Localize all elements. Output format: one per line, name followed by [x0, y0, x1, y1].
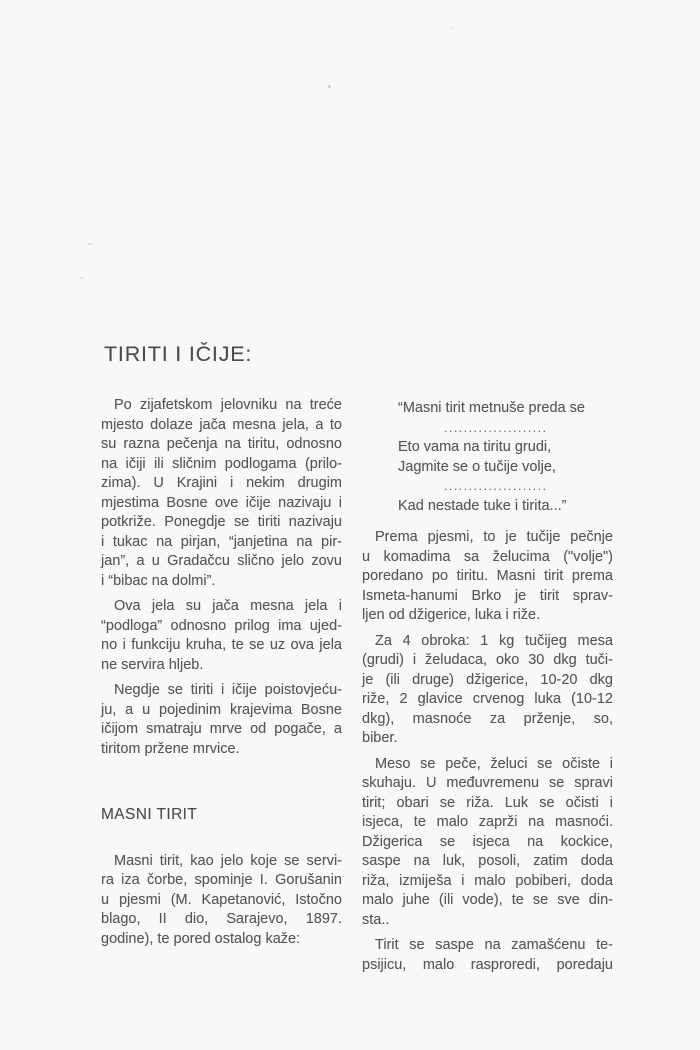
- paragraph-line: no i funkciju kruha, te se uz ova jela: [101, 637, 342, 653]
- paragraph-line: Džigerica se isjeca na kockice,: [362, 833, 613, 850]
- paragraph: [362, 936, 613, 975]
- paragraph-line: biber.: [362, 730, 398, 746]
- paragraph-line: i “bibac na dolmi”.: [101, 572, 216, 589]
- paragraph-line: godine), te pored ostalog kaže:: [101, 930, 301, 947]
- paragraph-line: ne servira hljeb.: [101, 656, 204, 673]
- paragraph-line: ra iza čorbe, spominje I. Gorušanin: [101, 872, 342, 888]
- verse-line: “Masni tirit metnuše preda se: [398, 400, 585, 416]
- paragraph-line: Prema pjesmi, to je tučije pečnje: [375, 529, 613, 545]
- paragraph-line: mjestima Bosne ove ičije nazivaju i: [101, 494, 342, 511]
- paragraph-line: jan”, a u Gradačcu slično jelo zovu: [101, 553, 342, 569]
- verse-line: Kad nestade tuke i tirita...”: [398, 497, 567, 514]
- right-column: [362, 399, 613, 975]
- paragraph-line: Meso se peče, želuci se očiste i: [375, 755, 613, 772]
- paragraph-line: je (ili druge) džigerice, 10-20 dkg: [362, 671, 613, 688]
- paragraph: [362, 755, 613, 931]
- paragraph-line: skuhaju. U međuvremenu se spravi: [362, 775, 613, 791]
- scan-speck: [80, 277, 83, 279]
- paragraph-line: Masni tirit, kao jelo koje se servi-: [114, 852, 342, 869]
- verse-line: Eto vama na tiritu grudi,: [398, 439, 552, 455]
- paragraph-line: zima). U Krajini i nekim drugim: [101, 475, 342, 491]
- paragraph-line: Negdje se tiriti i ičije poistovjeću-: [114, 682, 342, 698]
- paragraph-line: Za 4 obroka: 1 kg tučijeg mesa: [375, 632, 613, 649]
- paragraph: [101, 597, 342, 675]
- verse-block: [362, 399, 613, 516]
- paragraph-line: dkg), masnoće za prženje, so,: [362, 710, 613, 727]
- verse-line: Jagmite se o tučije volje,: [398, 458, 556, 475]
- paragraph-line: malo juhe (ili vode), te se sve din-: [362, 892, 613, 908]
- paragraph-line: isjeca, te malo zaprži na masnoći.: [362, 814, 613, 830]
- scan-speck: [328, 85, 331, 88]
- paragraph-line: saspe na luk, posoli, zatim doda: [362, 853, 613, 869]
- paragraph-line: riža, izmiješa i malo pobiberi, doda: [362, 872, 613, 889]
- paragraph-line: u komadima sa želucima ("volje"): [362, 548, 613, 565]
- paragraph-line: mjesto dolaze jača mesna jela, a to: [101, 416, 342, 433]
- scan-speck: [451, 27, 453, 29]
- paragraph-line: tiritom pržene mrvice.: [101, 740, 240, 757]
- paragraph-line: riže, 2 glavice crvenog luka (10-12: [362, 691, 613, 707]
- left-column: [101, 396, 342, 949]
- paragraph-line: blago, II dio, Sarajevo, 1897.: [101, 911, 342, 927]
- paragraph-line: poredano po tiritu. Masni tirit prema: [362, 568, 613, 584]
- paragraph-line: (grudi) i želudaca, oko 30 dkg tuči-: [362, 652, 613, 668]
- paragraph-line: Ova jela su jača mesna jela i: [114, 598, 342, 614]
- paragraph: [101, 852, 342, 950]
- paragraph: [362, 528, 613, 626]
- paragraph-line: tirit; obari se riža. Luk se očisti i: [362, 794, 613, 811]
- paragraph-line: ju, a u pojedinim krajevima Bosne: [101, 701, 342, 718]
- paragraph-line: su razna pečenja na tiritu, odnosno: [101, 436, 342, 452]
- paragraph: [362, 632, 613, 749]
- section-heading: MASNI TIRIT: [101, 806, 198, 823]
- paragraph-line: “podloga” odnosno prilog ima ujed-: [101, 617, 342, 634]
- paragraph-line: ljen od džigerice, luka i riže.: [362, 607, 541, 623]
- paragraph-line: Ismeta-hanumi Brko je tirit sprav-: [362, 587, 613, 604]
- paragraph: [101, 681, 342, 759]
- paragraph-line: sta..: [362, 911, 390, 928]
- paragraph-line: Tirit se saspe na zamašćenu te-: [375, 937, 613, 953]
- paragraph-line: ičijom smatraju mrve od pogače, a: [101, 721, 342, 737]
- paragraph-line: potkriže. Ponegdje se tiriti nazivaju: [101, 514, 342, 530]
- scan-speck: [88, 243, 92, 245]
- paragraph-line: i tukac na pirjan, “janjetina na pir-: [101, 533, 342, 550]
- verse-ellipsis: .....................: [444, 479, 548, 493]
- paragraph-line: Po zijafetskom jelovniku na treće: [114, 397, 342, 413]
- page-title: TIRITI I IČIJE:: [104, 342, 253, 366]
- paragraph: [101, 396, 342, 591]
- paragraph-line: na ičiji ili sličnim podlogama (prilo-: [101, 455, 342, 472]
- verse-ellipsis: .....................: [444, 420, 548, 435]
- paragraph-line: u pjesmi (M. Kapetanović, Istočno: [101, 891, 342, 908]
- paragraph-line: psijicu, malo rasproredi, poredaju: [362, 956, 613, 973]
